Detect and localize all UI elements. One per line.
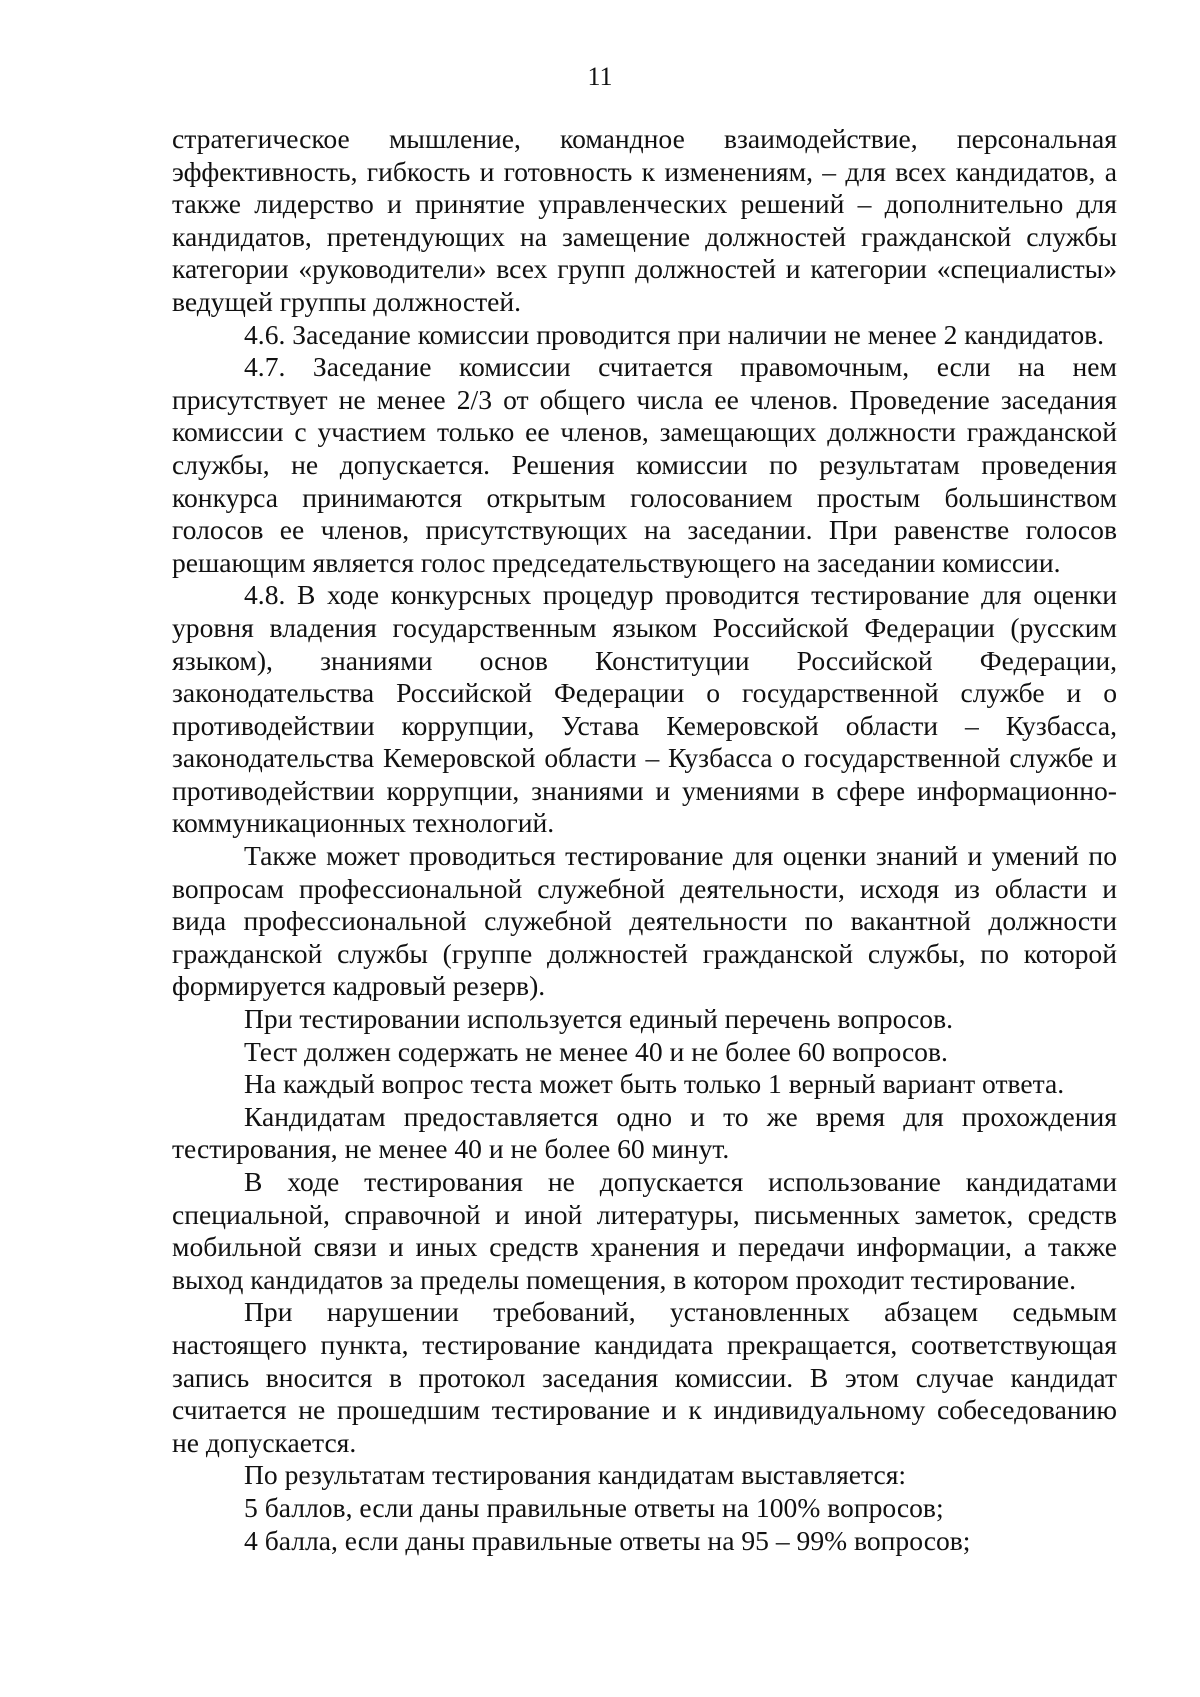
paragraph-scoring-intro: По результатам тестирования кандидатам выставляется: xyxy=(244,1459,907,1491)
paragraph-professional-testing: Также может проводиться тестирование для оценки знаний и умений по вопросам профессиональной служебной деятельности, исходя из области и вида профессиональной служебной деятельности по вакантной должности гражданской службы (группе должностей гражданской службы, по которой формируется кадровый резерв). xyxy=(172,840,1117,1002)
paragraph-restrictions: В ходе тестирования не допускается использование кандидатами специальной, справочной и иной литературы, письменных заметок, средств мобильной связи и иных средств хранения и передачи информации, а также выход кандидатов за пределы помещения, в котором проходит тестирование. xyxy=(172,1166,1117,1295)
paragraph-question-count: Тест должен содержать не менее 40 и не более 60 вопросов. xyxy=(244,1035,948,1067)
page-number: 11 xyxy=(587,62,613,91)
paragraph-4-8: 4.8. В ходе конкурсных процедур проводится тестирование для оценки уровня владения государственным языком Российской Федерации (русским языком), знаниями основ Конституции Российской Федерации, законодательства Российской Федерации о государственной службе и о противодействии коррупции, Устава Кемеровской области – Кузбасса, законодательства Кемеровской области – Кузбасса о государственной службе и противодействии коррупции, знаниями и умениями в сфере информационно-коммуникационных технологий. xyxy=(172,579,1117,839)
paragraph-4-7: 4.7. Заседание комиссии считается правомочным, если на нем присутствует не менее 2/3 от общего числа ее членов. Проведение заседания комиссии с участием только ее членов, замещающих должности гражданской службы, не допускается. Решения комиссии по результатам проведения конкурса принимаются открытым голосованием простым большинством голосов ее членов, присутствующих на заседании. При равенстве голосов решающим является голос председательствующего на заседании комиссии. xyxy=(172,351,1117,578)
paragraph-time-limit: Кандидатам предоставляется одно и то же время для прохождения тестирования, не менее 40 и не более 60 минут. xyxy=(172,1100,1117,1165)
paragraph-single-answer: На каждый вопрос теста может быть только 1 верный вариант ответа. xyxy=(244,1068,1065,1100)
paragraph-violation: При нарушении требований, установленных абзацем седьмым настоящего пункта, тестирование кандидата прекращается, соответствующая запись вносится в протокол заседания комиссии. В этом случае кандидат считается не прошедшим тестирование и к индивидуальному собеседованию не допускается. xyxy=(172,1296,1117,1458)
paragraph-4-6: 4.6. Заседание комиссии проводится при наличии не менее 2 кандидатов. xyxy=(244,318,1105,350)
paragraph-score-4: 4 балла, если даны правильные ответы на 95 – 99% вопросов; xyxy=(244,1524,971,1556)
paragraph-score-5: 5 баллов, если даны правильные ответы на 100% вопросов; xyxy=(244,1491,944,1523)
paragraph-continuation: стратегическое мышление, командное взаимодействие, персональная эффективность, гибкость и готовность к изменениям, – для всех кандидатов, а также лидерство и принятие управленческих решений – дополнительно для кандидатов, претендующих на замещение должностей гражданской службы категории «руководители» всех групп должностей и категории «специалисты» ведущей группы должностей. xyxy=(172,123,1117,317)
document-body xyxy=(172,123,1117,1557)
paragraph-single-question-list: При тестировании используется единый перечень вопросов. xyxy=(244,1003,954,1035)
